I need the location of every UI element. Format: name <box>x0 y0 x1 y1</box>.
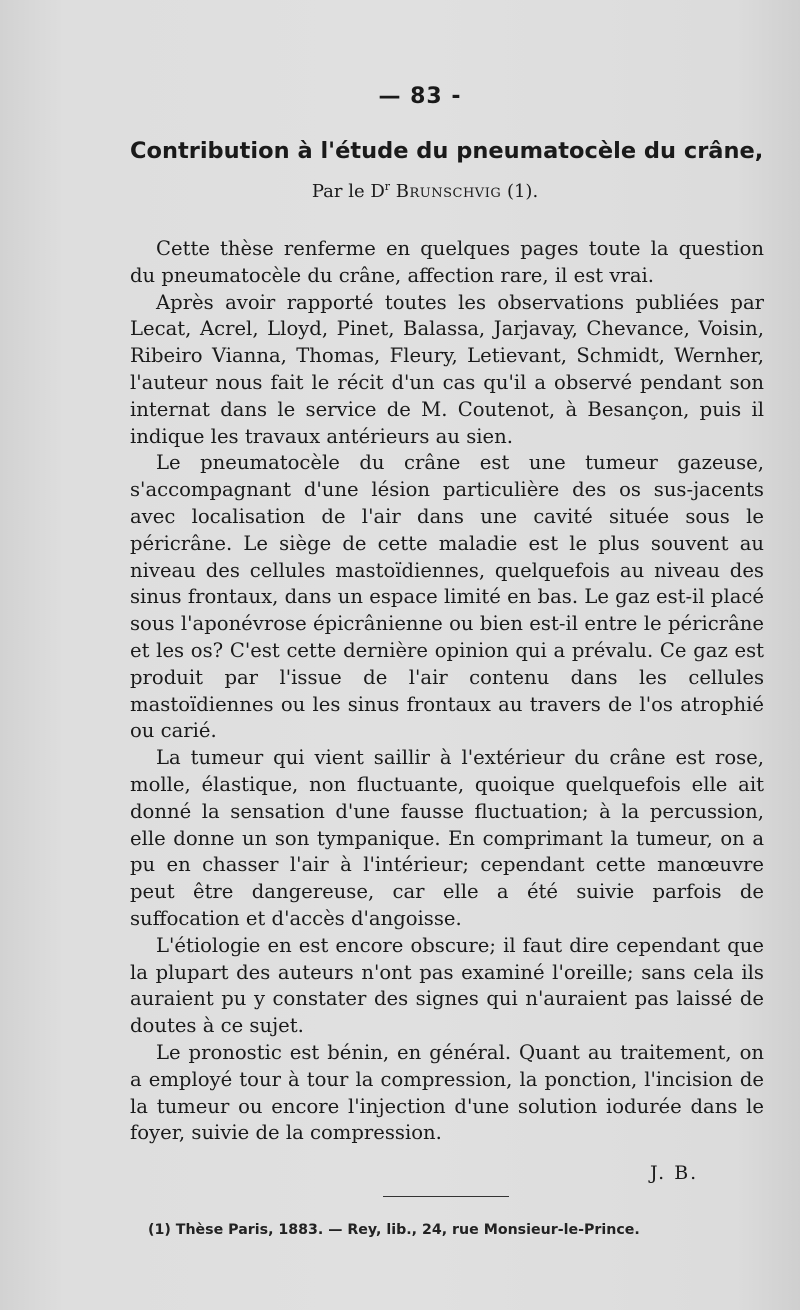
paragraph-3: Le pneumatocèle du crâne est une tumeur gazeuse, s'accompagnant d'une lésion particulière des os sus-jacents avec localisation de l'air dans une cavité située sous le péricrâne. Le siège de cette maladie est le plus souvent au niveau des cellules mastoïdiennes, quelquefois au niveau des sinus frontaux, dans un espace limité en bas. Le gaz est-il placé sous l'aponévrose épicrânienne ou bien est-il entre le péricrâne et les os? C'est cette dernière opinion qui a prévalu. Ce gaz est produit par l'issue de l'air contenu dans les cellules mastoïdiennes ou les sinus frontaux au travers de l'os atrophié ou carié. <box>130 451 764 743</box>
paragraph-6: Le pronostic est bénin, en général. Quant au traitement, on a employé tour à tour la compression, la ponction, l'incision de la tumeur ou encore l'injection d'une solution iodurée dans le foyer, suivie de la compression. <box>130 1040 764 1145</box>
signature: J. B. <box>650 1162 699 1184</box>
byline-footnote-ref: (1). <box>506 181 539 202</box>
byline-prefix: Par le D <box>311 181 385 202</box>
paragraph-4: La tumeur qui vient saillir à l'extérieur du crâne est rose, molle, élastique, non fluctuante, quoique quelquefois elle ait donné la sensation d'une fausse fluctuation; à la percussion, elle donne un son tympanique. En comprimant la tumeur, on a pu en chasser l'air à l'intérieur; cependant cette manœuvre peut être dangereuse, car elle a été suivie parfois de suffocation et d'accès d'angoisse. <box>130 746 764 930</box>
article-title: Contribution à l'étude du pneumatocèle du crâne, <box>130 138 764 164</box>
byline <box>0 180 800 202</box>
footnote: (1) Thèse Paris, 1883. — Rey, lib., 24, rue Monsieur-le-Prince. <box>148 1222 640 1238</box>
paragraph-5: L'étiologie en est encore obscure; il faut dire cependant que la plupart des auteurs n'ont pas examiné l'oreille; sans cela ils auraient pu y constater des signes qui n'auraient pas laissé de doutes à ce sujet. <box>130 933 764 1038</box>
footnote-divider <box>383 1196 509 1197</box>
paragraph-1: Cette thèse renferme en quelques pages toute la question du pneumatocèle du crâne, affection rare, il est vrai. <box>130 237 764 287</box>
article-body <box>130 236 764 1147</box>
byline-dr-superscript: r <box>384 180 391 193</box>
page-number: — 83 - <box>378 84 462 109</box>
byline-author: Brunschvig <box>395 181 502 202</box>
paragraph-2: Après avoir rapporté toutes les observations publiées par Lecat, Acrel, Lloyd, Pinet, Balassa, Jarjavay, Chevance, Voisin, Ribeiro Vianna, Thomas, Fleury, Letievant, Schmidt, Wernher, l'auteur nous fait le récit d'un cas qu'il a observé pendant son internat dans le service de M. Coutenot, à Besançon, puis il indique les travaux antérieurs au sien. <box>130 290 764 448</box>
